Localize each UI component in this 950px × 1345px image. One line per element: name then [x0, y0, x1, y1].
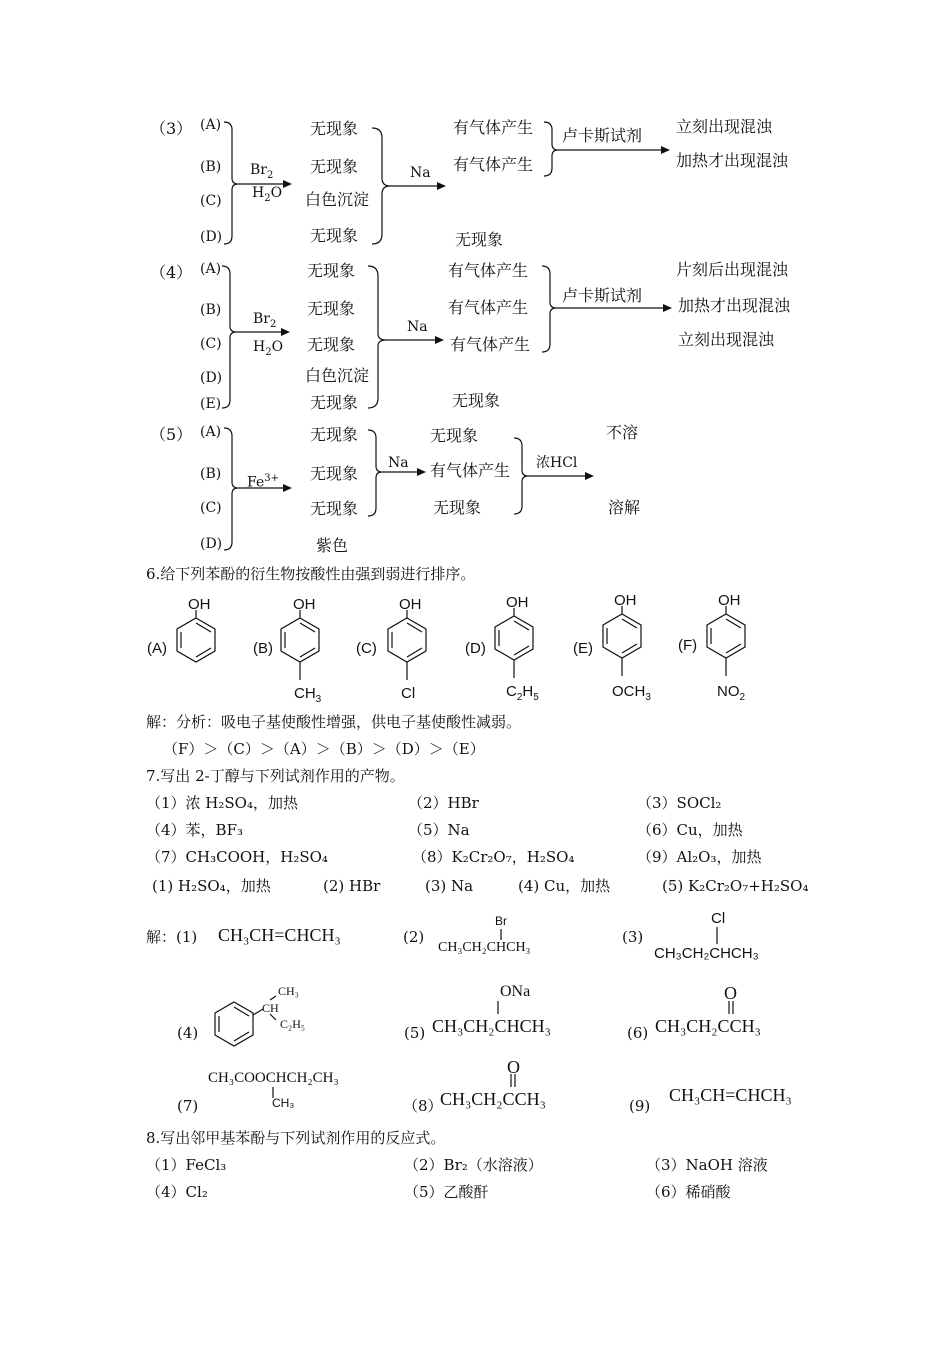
q8-r1-1: （2）Br₂（水溶液）	[404, 1156, 543, 1174]
p3-label: （3）	[150, 119, 193, 138]
p4-col3-2: 立刻出现混浊	[678, 330, 775, 349]
q7-r1-2: （3）SOCl₂	[637, 794, 722, 812]
p3-reagent-h2o: $H_2O$	[252, 185, 283, 204]
p4-col1-2: 无现象	[307, 335, 356, 354]
p4-reagent-br2: $Br_2$	[253, 311, 277, 330]
p5-col1-2: 无现象	[310, 499, 359, 518]
q7-ans5: CH₃CH₂CHCH₃	[432, 1016, 551, 1036]
ring-d	[495, 608, 533, 678]
p4-col1-0: 无现象	[307, 261, 356, 280]
q7-ans9-label: (9)	[629, 1097, 651, 1115]
ring-e	[603, 606, 641, 676]
q6-oh-f: OH	[718, 592, 741, 609]
q7-ans2: CH₃CH₂CHCH₃	[438, 940, 531, 955]
q7-ans3-sub: Cl	[711, 910, 726, 927]
q7-ans7: CH₃COOCHCH₂CH₃	[208, 1070, 339, 1086]
p4-reagent-h2o: $H_2O$	[253, 339, 284, 358]
q6-sub-b: $CH_3$	[294, 685, 322, 705]
p4-item-d: (D)	[200, 370, 223, 386]
p5-col3-0: 不溶	[606, 423, 639, 442]
q7-ans8: CH₃CH₂CCH₃	[440, 1089, 546, 1109]
q7-ans8-sub: O	[507, 1057, 520, 1077]
q7-r4-1: (2) HBr	[323, 877, 381, 895]
q6-label-e: (E)	[573, 640, 593, 657]
p4-col2-0: 有气体产生	[448, 261, 529, 280]
p3-reagent-lucas: 卢卡斯试剂	[562, 126, 643, 145]
p3-col1-0: 无现象	[310, 119, 359, 138]
q7-r2-1: （5）Na	[408, 821, 470, 839]
q7-ans9: CH₃CH=CHCH₃	[669, 1085, 792, 1105]
p5-item-b: (B)	[200, 466, 222, 482]
p5-col2-2: 无现象	[433, 498, 482, 517]
q8-r2-2: （6）稀硝酸	[646, 1183, 731, 1201]
q7-ans4-c2h5: C₂H₅	[280, 1017, 306, 1031]
p4-col3-0: 片刻后出现混浊	[676, 260, 789, 279]
p3-col2-1: 有气体产生	[453, 155, 534, 174]
ring-b	[281, 610, 319, 680]
q7-ans8-label: （8）	[403, 1097, 443, 1115]
q7-r4-0: (1) H₂SO₄，加热	[152, 877, 271, 895]
q7-ans3: CH₃CH₂CHCH₃	[654, 945, 759, 962]
q7-r4-3: (4) Cu，加热	[518, 877, 611, 895]
q6-label-a: (A)	[147, 640, 167, 657]
q7-ans2-label: (2)	[403, 928, 425, 946]
q7-ans-prefix: 解：(1)	[146, 928, 198, 946]
p3-item-d: (D)	[200, 229, 223, 245]
q8-title: 8.写出邻甲基苯酚与下列试剂作用的反应式。	[146, 1129, 446, 1147]
q8-r2-1: （5）乙酸酐	[404, 1183, 489, 1201]
p5-item-c: (C)	[200, 500, 222, 516]
p4-label: （4）	[150, 263, 193, 282]
p5-col1-1: 无现象	[310, 464, 359, 483]
q6-label-f: (F)	[678, 637, 698, 654]
q8-r1-0: （1）FeCl₃	[146, 1156, 227, 1174]
p3-col2-0: 有气体产生	[453, 118, 534, 137]
p5-reagent-hcl: 浓HCl	[536, 455, 578, 471]
p4-reagent-lucas: 卢卡斯试剂	[562, 286, 643, 305]
p5-col2-0: 无现象	[430, 426, 479, 445]
q7-r2-0: （4）苯，BF₃	[146, 821, 243, 839]
p3-col2-2: 无现象	[455, 230, 504, 249]
q7-r2-2: （6）Cu，加热	[637, 821, 743, 839]
p3-col3-1: 加热才出现混浊	[676, 151, 789, 170]
p5-col1-3: 紫色	[316, 536, 349, 555]
q7-ans6-label: (6)	[627, 1024, 649, 1042]
p5-item-d: (D)	[200, 536, 223, 552]
p5-col2-1: 有气体产生	[430, 461, 511, 480]
q6-answer-2: （F）＞（C）＞（A）＞（B）＞（D）＞（E）	[163, 740, 485, 758]
p4-col3-1: 加热才出现混浊	[678, 296, 791, 315]
p5-col1-0: 无现象	[310, 425, 359, 444]
p3-item-b: (B)	[200, 159, 222, 175]
q6-oh-d: OH	[506, 594, 529, 611]
q7-ans7-sub: CH₃	[272, 1096, 295, 1110]
p4-col1-1: 无现象	[307, 299, 356, 318]
q6-oh-a: OH	[188, 596, 211, 613]
q7-ans6: CH₃CH₂CCH₃	[655, 1016, 761, 1036]
p4-col1-4: 无现象	[310, 393, 359, 412]
q6-answer-1: 解：分析：吸电子基使酸性增强，供电子基使酸性减弱。	[146, 713, 522, 731]
q7-ans7-label: (7)	[177, 1097, 199, 1115]
p3-col1-3: 无现象	[310, 226, 359, 245]
q7-r1-0: （1）浓 H₂SO₄，加热	[146, 794, 298, 812]
q7-r3-2: （9）Al₂O₃，加热	[637, 848, 762, 866]
p3-reagent-br2: $Br_2$	[250, 162, 274, 181]
q6-sub-e: $OCH_3$	[612, 683, 651, 703]
q6-sub-c: Cl	[401, 685, 416, 702]
p4-item-b: (B)	[200, 302, 222, 318]
q7-r1-1: （2）HBr	[408, 794, 479, 812]
p4-col2-3: 无现象	[452, 391, 501, 410]
q6-label-c: (C)	[356, 640, 377, 657]
q7-ans2-sub: Br	[495, 914, 507, 928]
p5-reagent-fe: $Fe^{3+}$	[247, 473, 279, 491]
q7-ans6-sub: O	[724, 983, 737, 1003]
p4-col2-1: 有气体产生	[448, 298, 529, 317]
q6-label-d: (D)	[465, 640, 486, 657]
p3-reagent-na: Na	[410, 165, 431, 181]
q7-ans3-label: (3)	[622, 928, 644, 946]
q6-oh-b: OH	[293, 596, 316, 613]
p3-item-a: (A)	[200, 117, 222, 133]
q7-r4-2: (3) Na	[425, 877, 474, 895]
ring-a	[177, 610, 215, 662]
q7-ans1: CH₃CH=CHCH₃	[218, 925, 341, 945]
p3-item-c: (C)	[200, 193, 222, 209]
q7-ans5-sub: ONa	[500, 983, 531, 1000]
q8-r2-0: （4）Cl₂	[146, 1183, 208, 1201]
p5-item-a: (A)	[200, 424, 222, 440]
q6-sub-d: $C_2H_5$	[506, 683, 539, 703]
p4-item-c: (C)	[200, 336, 222, 352]
p5-label: （5）	[150, 425, 193, 444]
q7-r3-0: （7）CH₃COOH，H₂SO₄	[146, 848, 328, 866]
q6-oh-e: OH	[614, 592, 637, 609]
p4-item-e: (E)	[200, 396, 222, 412]
q7-ans5-label: (5)	[404, 1024, 426, 1042]
p4-col1-3: 白色沉淀	[305, 366, 370, 385]
q7-r4-4: (5) K₂Cr₂O₇+H₂SO₄	[662, 877, 809, 895]
q7-r3-1: （8）K₂Cr₂O₇，H₂SO₄	[412, 848, 575, 866]
q7-ans4-ch: CH	[262, 1001, 279, 1015]
p4-reagent-na: Na	[407, 319, 428, 335]
ring-c	[388, 610, 426, 680]
p3-col3-0: 立刻出现混浊	[676, 117, 773, 136]
q6-title: 6.给下列苯酚的衍生物按酸性由强到弱进行排序。	[146, 565, 476, 583]
ring-f	[707, 606, 745, 676]
p4-item-a: (A)	[200, 261, 222, 277]
q6-label-b: (B)	[253, 640, 273, 657]
p5-col3-1: 溶解	[608, 498, 641, 517]
q7-title: 7.写出 2-丁醇与下列试剂作用的产物。	[146, 767, 405, 785]
q8-r1-2: （3）NaOH 溶液	[646, 1156, 768, 1174]
q7-ans4-label: (4)	[177, 1024, 199, 1042]
p3-col1-2: 白色沉淀	[305, 190, 370, 209]
q6-oh-c: OH	[399, 596, 422, 613]
p4-col2-2: 有气体产生	[450, 335, 531, 354]
q7-ans4-ch3: CH₃	[278, 984, 299, 998]
p5-reagent-na: Na	[388, 455, 409, 471]
q6-sub-f: $NO_2$	[717, 683, 746, 703]
p3-col1-1: 无现象	[310, 157, 359, 176]
